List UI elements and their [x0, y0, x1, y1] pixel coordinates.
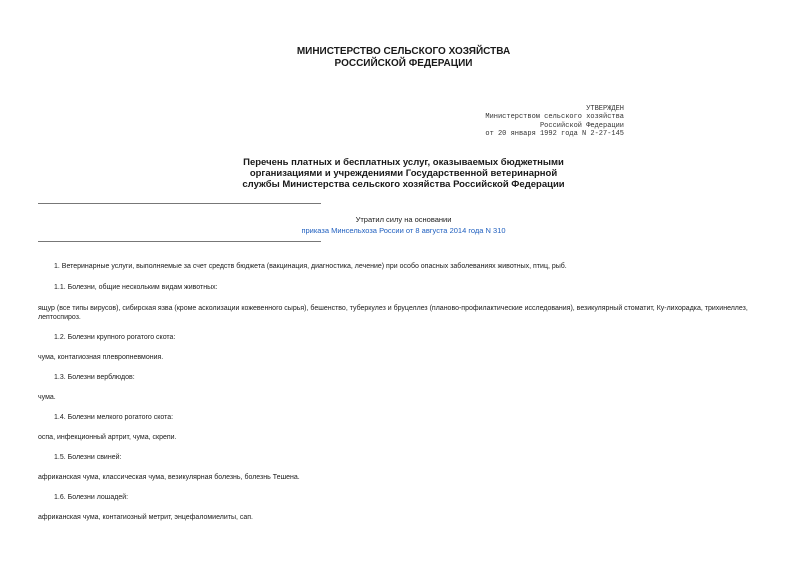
paragraph-1-6-text: африканская чума, контагиозный метрит, энцефаломиелиты, сап.	[38, 514, 254, 521]
expired-text: Утратил силу на основании	[355, 215, 452, 224]
document-title	[0, 157, 807, 190]
approval-line3: Российской Федерации	[539, 121, 624, 130]
paragraph-1-1-text: ящур (все типы вирусов), сибирская язва (кроме асколизации кожевенного сырья), бешенство, туберкулез и бруцеллез (планово-профилактические исследования), везикулярный стоматит, Ку-лихорадка, трихинеллез, лептоспироз.	[38, 305, 748, 321]
paragraph-1-5: 1.5. Болезни свиней:	[54, 454, 122, 461]
paragraph-1-3: 1.3. Болезни верблюдов:	[54, 374, 135, 381]
expired-notice	[0, 214, 807, 236]
ministry-heading	[0, 46, 807, 70]
paragraph-1-1: 1.1. Болезни, общие нескольким видам животных:	[54, 284, 218, 291]
divider-top	[38, 203, 321, 204]
approval-block	[485, 105, 624, 139]
paragraph-1-6: 1.6. Болезни лошадей:	[54, 494, 129, 501]
paragraph-1-3-text: чума.	[38, 394, 56, 401]
document-title-line3: службы Министерства сельского хозяйства Российской Федерации	[242, 179, 565, 190]
ministry-heading-line1: МИНИСТЕРСТВО СЕЛЬСКОГО ХОЗЯЙСТВА	[296, 46, 511, 57]
paragraph-1-4: 1.4. Болезни мелкого рогатого скота:	[54, 414, 174, 421]
paragraph-1-5-text: африканская чума, классическая чума, везикулярная болезнь, болезнь Тешена.	[38, 474, 300, 481]
expired-order-link[interactable]: приказа Минсельхоза России от 8 августа 2014 года N 310	[301, 226, 506, 235]
divider-bottom	[38, 241, 321, 242]
document-body	[38, 262, 770, 522]
paragraph-1-2-text: чума, контагиозная плевропневмония.	[38, 354, 164, 361]
paragraph-1-4-text: оспа, инфекционный артрит, чума, скрепи.	[38, 434, 177, 441]
approval-line4: от 20 января 1992 года N 2-27-145	[485, 130, 624, 139]
paragraph-1: 1. Ветеринарные услуги, выполняемые за счет средств бюджета (вакцинация, диагностика, лечение) при особо опасных заболеваниях животных, птиц, рыб.	[54, 263, 567, 270]
document-title-line2: организациями и учреждениями Государственной ветеринарной	[249, 168, 558, 179]
approval-line1: УТВЕРЖДЕН	[586, 105, 624, 113]
ministry-heading-line2: РОССИЙСКОЙ ФЕДЕРАЦИИ	[334, 58, 473, 69]
paragraph-1-2: 1.2. Болезни крупного рогатого скота:	[54, 334, 176, 341]
document-title-line1: Перечень платных и бесплатных услуг, оказываемых бюджетными	[243, 157, 564, 168]
approval-line2: Министерством сельского хозяйства	[485, 113, 624, 122]
